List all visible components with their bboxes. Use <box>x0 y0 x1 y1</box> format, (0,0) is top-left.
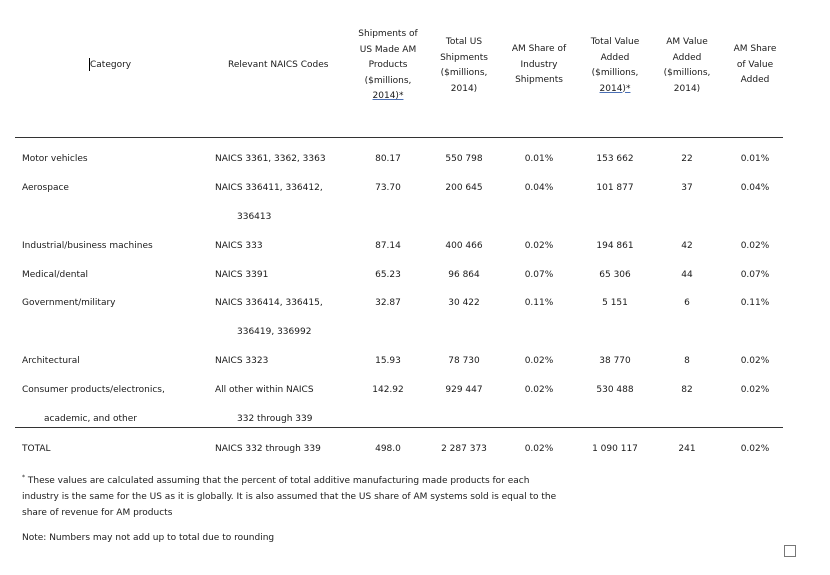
total-rule <box>15 427 783 428</box>
cell-share: 0.07% <box>524 270 554 280</box>
checkbox[interactable] <box>784 545 796 557</box>
row-naics-cont: 332 through 339 <box>237 414 313 424</box>
cell-share: 0.04% <box>524 183 554 193</box>
cell-share: 0.02% <box>524 241 554 251</box>
header-rule <box>15 137 783 138</box>
header-shipments-am: Shipments of US Made AM Products ($millions, 2014)* <box>358 29 418 101</box>
row-category: Architectural <box>22 356 80 366</box>
row-category: Government/military <box>22 298 116 308</box>
row-category: Industrial/business machines <box>22 241 153 251</box>
cell-total-ship: 78 730 <box>448 356 480 366</box>
row-naics-cont: 336413 <box>237 212 272 222</box>
total-share: 0.02% <box>524 444 554 454</box>
cell-total-va: 153 662 <box>596 154 634 164</box>
rounding-note: Note: Numbers may not add up to total due to rounding <box>22 533 275 543</box>
header-total-shipments: Total US Shipments ($millions, 2014) <box>440 37 488 94</box>
row-category: Medical/dental <box>22 270 89 280</box>
cell-share: 0.02% <box>524 356 554 366</box>
cell-share: 0.01% <box>524 154 554 164</box>
footnote: * These values are calculated assuming that the percent of total additive manufacturing made products for each industry is the same for the US as it is globally. It is also assumed that the US share of AM systems sold is equal to the share of revenue for AM products <box>22 474 557 518</box>
row-naics: NAICS 3361, 3362, 3363 <box>215 154 326 164</box>
total-am-va: 241 <box>678 444 696 454</box>
cell-share: 0.11% <box>524 298 554 308</box>
cell-share-va: 0.01% <box>740 154 770 164</box>
cell-total-va: 5 151 <box>602 298 628 308</box>
cell-ship-am: 87.14 <box>375 241 401 251</box>
cell-am-va: 6 <box>684 298 690 308</box>
header-am-share-value: AM Share of Value Added <box>733 44 777 85</box>
row-naics: NAICS 336414, 336415, <box>215 298 323 308</box>
row-category: Motor vehicles <box>22 154 88 164</box>
header-am-value-added: AM Value Added ($millions, 2014) <box>663 37 711 94</box>
cell-am-va: 44 <box>681 270 693 280</box>
cell-share: 0.02% <box>524 385 554 395</box>
cell-share-va: 0.11% <box>740 298 770 308</box>
total-total-ship: 2 287 373 <box>441 444 487 454</box>
cell-total-ship: 929 447 <box>445 385 483 395</box>
cell-am-va: 8 <box>684 356 690 366</box>
cell-am-va: 42 <box>681 241 693 251</box>
cell-ship-am: 32.87 <box>375 298 401 308</box>
row-category-cont: academic, and other <box>44 414 137 424</box>
total-share-va: 0.02% <box>740 444 770 454</box>
row-naics: NAICS 3323 <box>215 356 269 366</box>
cell-total-ship: 400 466 <box>445 241 483 251</box>
row-naics: NAICS 3391 <box>215 270 269 280</box>
cell-total-ship: 550 798 <box>445 154 483 164</box>
row-naics-cont: 336419, 336992 <box>237 327 312 337</box>
header-am-share-industry: AM Share of Industry Shipments <box>511 44 567 85</box>
header-total-value-added: Total Value Added ($millions, 2014)* <box>590 37 640 94</box>
cell-total-ship: 200 645 <box>445 183 483 193</box>
cell-ship-am: 142.92 <box>372 385 404 395</box>
row-naics: NAICS 336411, 336412, <box>215 183 323 193</box>
cell-am-va: 37 <box>681 183 693 193</box>
total-category: TOTAL <box>22 444 51 454</box>
row-category: Aerospace <box>22 183 69 193</box>
total-ship-am: 498.0 <box>375 444 401 454</box>
cell-total-va: 194 861 <box>596 241 634 251</box>
header-naics: Relevant NAICS Codes <box>228 60 329 70</box>
row-category: Consumer products/electronics, <box>22 385 165 395</box>
cell-total-va: 65 306 <box>599 270 631 280</box>
cell-ship-am: 65.23 <box>375 270 401 280</box>
row-naics: All other within NAICS <box>215 385 314 395</box>
cell-am-va: 82 <box>681 385 693 395</box>
cell-share-va: 0.04% <box>740 183 770 193</box>
cell-total-va: 38 770 <box>599 356 631 366</box>
cell-share-va: 0.07% <box>740 270 770 280</box>
cell-total-ship: 96 864 <box>448 270 480 280</box>
total-naics: NAICS 332 through 339 <box>215 444 321 454</box>
cell-share-va: 0.02% <box>740 356 770 366</box>
cell-ship-am: 73.70 <box>375 183 401 193</box>
cell-share-va: 0.02% <box>740 241 770 251</box>
cell-total-va: 530 488 <box>596 385 634 395</box>
header-category: Category <box>90 60 132 70</box>
cell-total-ship: 30 422 <box>448 298 480 308</box>
cell-ship-am: 80.17 <box>375 154 401 164</box>
cell-ship-am: 15.93 <box>375 356 401 366</box>
cell-total-va: 101 877 <box>596 183 634 193</box>
row-naics: NAICS 333 <box>215 241 263 251</box>
cell-am-va: 22 <box>681 154 693 164</box>
total-total-va: 1 090 117 <box>592 444 638 454</box>
cell-share-va: 0.02% <box>740 385 770 395</box>
